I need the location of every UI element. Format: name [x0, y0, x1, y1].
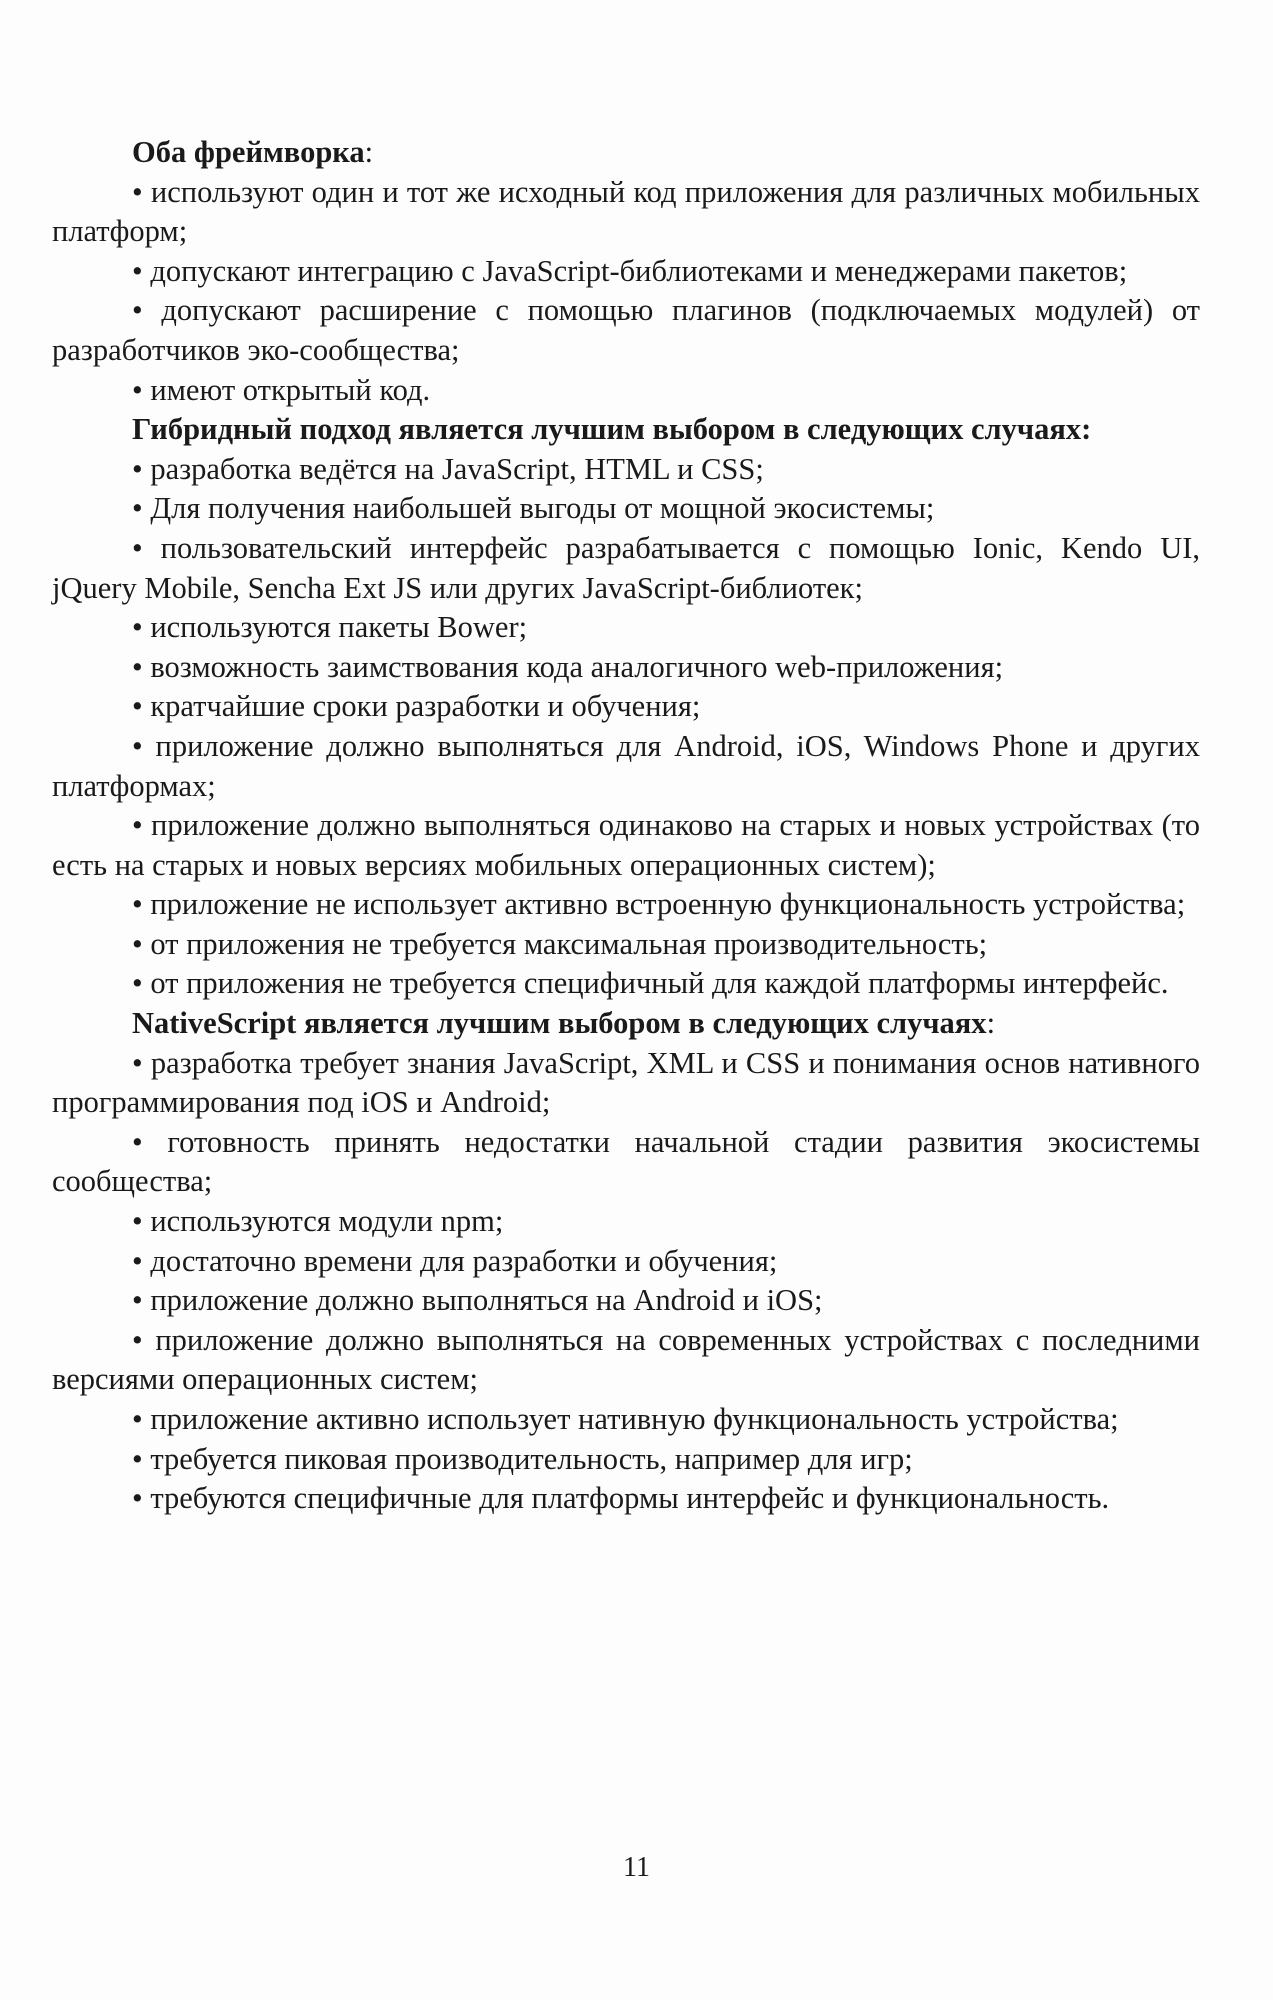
list-item: • требуются специфичные для платформы интерфейс и функциональность. [52, 1479, 1200, 1519]
list-item: • используются пакеты Bower; [52, 608, 1200, 648]
list-nativescript [52, 1044, 1200, 1519]
page-number: 11 [623, 1852, 650, 1883]
list-item: • допускают расширение с помощью плагинов (подключаемых модулей) от разработчиков эко-сообщества; [52, 291, 1200, 370]
list-item: • допускают интеграцию с JavaScript-библиотеками и менеджерами пакетов; [52, 252, 1200, 292]
list-item: • пользовательский интерфейс разрабатывается с помощью Ionic, Kendo UI, jQuery Mobile, Sencha Ext JS или других JavaScript-библиотек; [52, 529, 1200, 608]
heading-text: NativeScript является лучшим выбором в следующих случаях [132, 1006, 987, 1041]
list-item: • достаточно времени для разработки и обучения; [52, 1242, 1200, 1282]
list-item: • приложение должно выполняться на Android и iOS; [52, 1281, 1200, 1321]
list-item: • приложение должно выполняться на современных устройствах с последними версиями операционных систем; [52, 1321, 1200, 1400]
list-hybrid [52, 450, 1200, 1004]
list-item: • кратчайшие сроки разработки и обучения; [52, 687, 1200, 727]
page-body [52, 133, 1200, 1519]
heading-colon: : [986, 1006, 996, 1041]
heading-text: Оба фреймворка [132, 135, 365, 169]
section-heading-hybrid: Гибридный подход является лучшим выбором в следующих случаях: [132, 412, 1092, 447]
section-heading-both-frameworks [52, 133, 1200, 173]
list-item: • приложение активно использует нативную функциональность устройства; [52, 1400, 1200, 1440]
section-heading-nativescript [52, 1004, 1200, 1044]
list-item: • разработка требует знания JavaScript, XML и CSS и понимания основ нативного программирования под iOS и Android; [52, 1044, 1200, 1123]
list-item: • требуется пиковая производительность, например для игр; [52, 1440, 1200, 1480]
list-item: • готовность принять недостатки начальной стадии развития экосистемы сообщества; [52, 1123, 1200, 1202]
list-item: • используются модули npm; [52, 1202, 1200, 1242]
list-both-frameworks [52, 173, 1200, 411]
list-item: • Для получения наибольшей выгоды от мощной экосистемы; [52, 489, 1200, 529]
list-item: • приложение не использует активно встроенную функциональность устройства; [52, 885, 1200, 925]
list-item: • имеют открытый код. [52, 371, 1200, 411]
list-item: • от приложения не требуется специфичный для каждой платформы интерфейс. [52, 964, 1200, 1004]
list-item: • от приложения не требуется максимальная производительность; [52, 925, 1200, 965]
list-item: • используют один и тот же исходный код приложения для различных мобильных платформ; [52, 173, 1200, 252]
list-item: • разработка ведётся на JavaScript, HTML и CSS; [52, 450, 1200, 490]
heading-colon: : [364, 135, 374, 169]
list-item: • приложение должно выполняться одинаково на старых и новых устройствах (то есть на старых и новых версиях мобильных операционных систем); [52, 806, 1200, 885]
list-item: • приложение должно выполняться для Android, iOS, Windows Phone и других платформах; [52, 727, 1200, 806]
list-item: • возможность заимствования кода аналогичного web-приложения; [52, 648, 1200, 688]
